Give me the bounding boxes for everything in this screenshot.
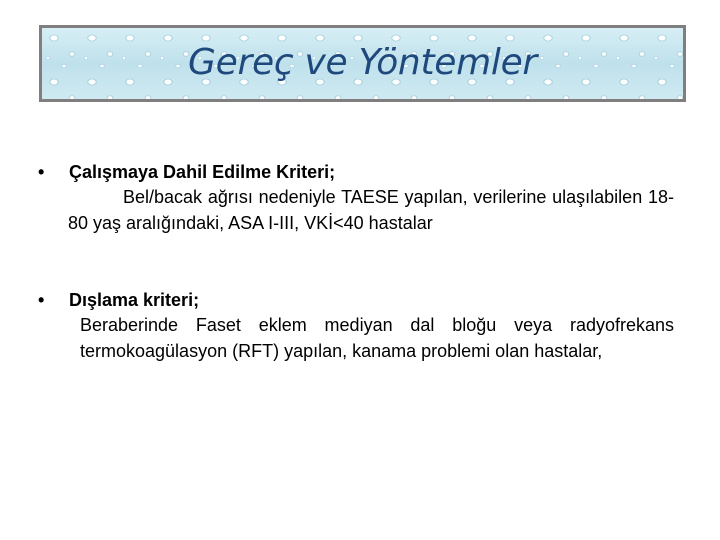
bullet-icon: • <box>38 290 45 310</box>
bullet-icon: • <box>38 162 45 182</box>
slide-title: Gereç ve Yöntemler <box>188 42 537 83</box>
inclusion-criteria-header <box>38 159 674 185</box>
exclusion-criteria-header <box>38 287 674 313</box>
exclusion-criteria-section <box>38 287 674 364</box>
inclusion-criteria-text: Bel/bacak ağrısı nedeniyle TAESE yapılan, verilerine ulaşılabilen 18-80 yaş aralığındaki, ASA I-III, VKİ<40 hastalar <box>68 187 674 233</box>
title-banner <box>39 25 686 102</box>
exclusion-criteria-heading: Dışlama kriteri; <box>69 290 200 310</box>
inclusion-criteria-section <box>38 159 674 236</box>
exclusion-criteria-text: Beraberinde Faset eklem mediyan dal bloğu veya radyofrekans termokoagülasyon (RFT) yapılan, kanama problemi olan hastalar, <box>80 315 674 361</box>
inclusion-criteria-heading: Çalışmaya Dahil Edilme Kriteri; <box>69 162 336 182</box>
